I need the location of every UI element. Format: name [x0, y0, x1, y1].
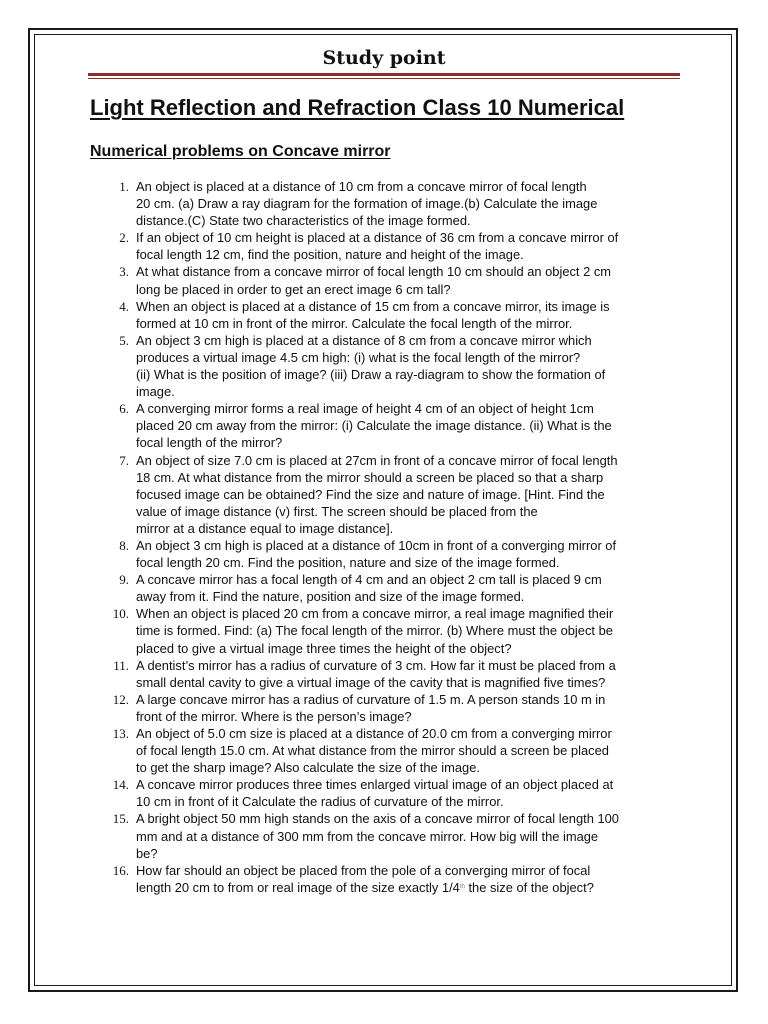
question-item: [96, 691, 686, 725]
question-number: 12.: [112, 691, 129, 707]
question-item: [96, 537, 686, 571]
question-text-line: When an object is placed 20 cm from a concave mirror, a real image magnified their: [136, 606, 614, 622]
question-item: [96, 725, 686, 776]
question-text-line: A dentist’s mirror has a radius of curvature of 3 cm. How far it must be placed from a: [136, 657, 616, 673]
question-number: 7.: [119, 452, 129, 468]
question-number: 9.: [119, 572, 129, 588]
question-text-line: If an object of 10 cm height is placed at a distance of 36 cm from a concave mirror of: [136, 230, 619, 246]
question-text-line: be?: [136, 845, 158, 861]
question-item: [96, 452, 686, 537]
question-item: [96, 776, 686, 810]
question-text-line: focal length 20 cm. Find the position, nature and size of the image formed.: [136, 555, 560, 571]
question-number: 3.: [119, 264, 129, 280]
question-text-line: An object 3 cm high is placed at a distance of 8 cm from a concave mirror which: [136, 332, 592, 348]
question-text-line: At what distance from a concave mirror of focal length 10 cm should an object 2 cm: [136, 264, 612, 280]
question-item: [96, 657, 686, 691]
question-list: [96, 178, 686, 896]
question-text-line: [136, 879, 686, 896]
question-text-line: value of image distance (v) first. The screen should be placed from the: [136, 503, 538, 519]
question-text-line: time is formed. Find: (a) The focal length of the mirror. (b) Where must the object be: [136, 623, 613, 639]
question-item: [96, 571, 686, 605]
question-text-line: (ii) What is the position of image? (iii) Draw a ray-diagram to show the formation of: [136, 367, 606, 383]
question-text-line: 20 cm. (a) Draw a ray diagram for the formation of image.(b) Calculate the image: [136, 196, 598, 212]
question-item: [96, 229, 686, 263]
question-number: 11.: [113, 657, 129, 673]
question-text-line: An object is placed at a distance of 10 cm from a concave mirror of focal length: [136, 179, 587, 194]
question-text-segment: the size of the object?: [464, 879, 594, 895]
section-title: Numerical problems on Concave mirror: [90, 143, 391, 160]
superscript-th: th: [459, 883, 465, 890]
question-text-line: placed 20 cm away from the mirror: (i) Calculate the image distance. (ii) What is the: [136, 418, 612, 434]
question-text-line: mm and at a distance of 300 mm from the concave mirror. How big will the image: [136, 828, 599, 844]
header-rule-thin: [88, 78, 680, 79]
question-text-line: An object of 5.0 cm size is placed at a distance of 20.0 cm from a converging mirror: [136, 726, 612, 741]
question-number: 2.: [119, 230, 129, 246]
question-number: 14.: [112, 777, 129, 793]
question-item: [96, 178, 686, 229]
question-text-line: A large concave mirror has a radius of curvature of 1.5 m. A person stands 10 m in: [136, 691, 606, 707]
question-text-line: focused image can be obtained? Find the size and nature of image. [Hint. Find the: [136, 486, 605, 502]
document-title: Light Reflection and Refraction Class 10 Numerical: [90, 95, 625, 120]
question-text-line: long be placed in order to get an erect image 6 cm tall?: [136, 281, 451, 297]
header-rule-thick: [88, 73, 680, 76]
question-text-line: to get the sharp image? Also calculate the size of the image.: [136, 760, 480, 776]
question-number: 1.: [119, 179, 129, 194]
question-text-line: focal length of the mirror?: [136, 435, 283, 451]
question-text-segment: length 20 cm to from or real image of the size exactly 1/4: [136, 879, 460, 895]
question-number: 4.: [119, 298, 129, 314]
question-text-line: An object 3 cm high is placed at a distance of 10cm in front of a converging mirror of: [136, 537, 617, 553]
question-text-line: front of the mirror. Where is the person’s image?: [136, 708, 412, 724]
question-number: 6.: [119, 401, 129, 417]
question-text-line: mirror at a distance equal to image distance].: [136, 520, 394, 536]
question-item: [96, 298, 686, 332]
question-number: 5.: [119, 332, 129, 348]
question-text-line: When an object is placed at a distance of 15 cm from a concave mirror, its image is: [136, 298, 610, 314]
question-text-line: How far should an object be placed from the pole of a converging mirror of focal: [136, 862, 591, 878]
question-text-line: produces a virtual image 4.5 cm high: (i) what is the focal length of the mirror?: [136, 349, 581, 365]
question-number: 15.: [112, 811, 129, 827]
question-text-line: 18 cm. At what distance from the mirror should a screen be placed so that a sharp: [136, 469, 604, 485]
question-text-line: formed at 10 cm in front of the mirror. Calculate the focal length of the mirror.: [136, 315, 573, 331]
question-text-line: A concave mirror produces three times enlarged virtual image of an object placed at: [136, 777, 614, 793]
question-text-line: placed to give a virtual image three times the height of the object?: [136, 640, 512, 656]
question-text-line: away from it. Find the nature, position and size of the image formed.: [136, 589, 525, 605]
question-text-line: of focal length 15.0 cm. At what distance from the mirror should a screen be placed: [136, 743, 609, 759]
question-item: [96, 810, 686, 861]
question-item: [96, 605, 686, 656]
question-number: 8.: [119, 537, 129, 553]
question-item: [96, 400, 686, 451]
question-item: [96, 263, 686, 297]
question-text-line: A concave mirror has a focal length of 4 cm and an object 2 cm tall is placed 9 cm: [136, 572, 602, 588]
header-title: Study point: [322, 47, 446, 69]
question-item: [96, 862, 686, 896]
question-text-line: An object of size 7.0 cm is placed at 27cm in front of a concave mirror of focal length: [136, 452, 618, 468]
question-text-line: distance.(C) State two characteristics of the image formed.: [136, 213, 471, 229]
question-number: 16.: [112, 862, 129, 878]
question-text-line: 10 cm in front of it Calculate the radius of curvature of the mirror.: [136, 794, 504, 810]
question-text-line: focal length 12 cm, find the position, nature and height of the image.: [136, 247, 524, 263]
question-text-line: image.: [136, 384, 175, 400]
question-item: [96, 332, 686, 400]
question-text-line: A bright object 50 mm high stands on the axis of a concave mirror of focal length 100: [136, 811, 619, 827]
question-text-line: small dental cavity to give a virtual image of the cavity that is magnified five times?: [136, 674, 606, 690]
question-text-line: A converging mirror forms a real image of height 4 cm of an object of height 1cm: [136, 401, 594, 417]
question-number: 13.: [112, 726, 129, 741]
question-number: 10.: [112, 606, 129, 622]
